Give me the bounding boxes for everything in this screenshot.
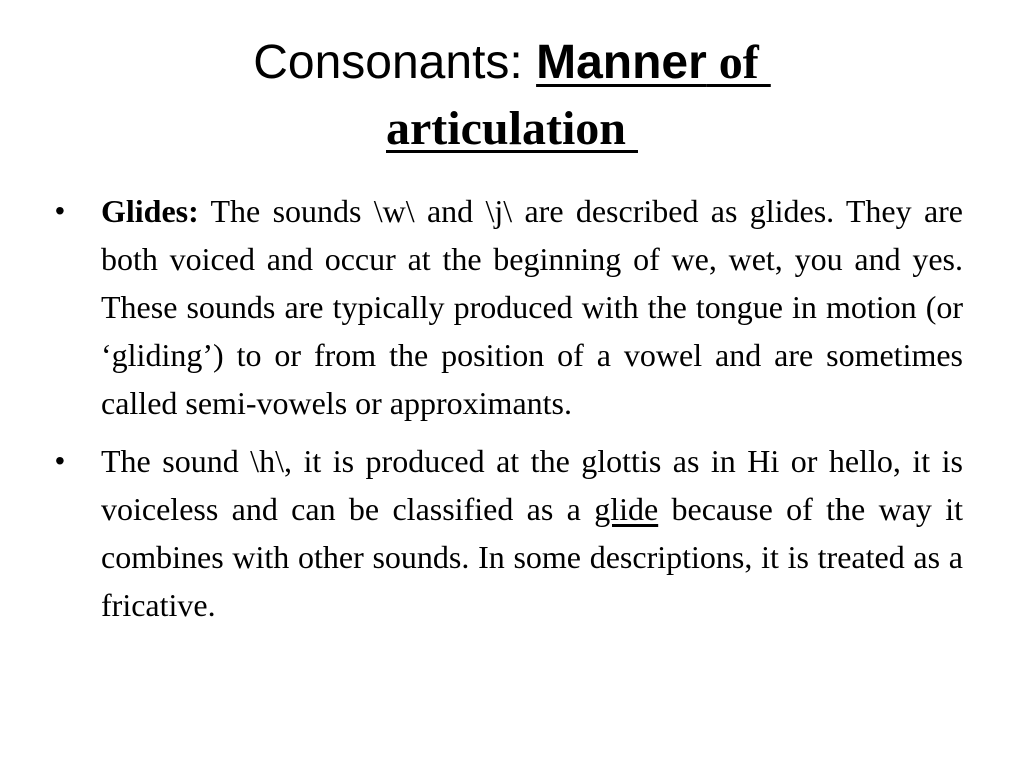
title-consonants: Consonants:: [253, 36, 537, 89]
title-articulation: articulation: [386, 102, 638, 155]
bullet-h-sound: [55, 437, 963, 629]
title-manner: Manner: [536, 36, 707, 89]
title-of: of: [706, 36, 771, 89]
bullet-glides-label: Glides:: [101, 193, 199, 229]
slide-title: [0, 30, 1024, 162]
glide-underlined-term: glide: [594, 491, 659, 527]
bullet-h-text-before: The sound \h\, it is produced at the glottis as in Hi or hello, it is voiceless and can be classified as a: [101, 443, 963, 527]
bullet-glides-text: The sounds \w\ and \j\ are described as glides. They are both voiced and occur at the beginning of we, wet, you and yes. These sounds are typically produced with the tongue in motion (or ‘gliding’) to or from the position of a vowel and are sometimes called semi-vowels or approximants.: [101, 193, 963, 421]
bullet-dot-icon: •: [55, 445, 65, 476]
bullet-h-text-after: because of the way it combines with other sounds. In some descriptions, it is treated as a fricative.: [101, 491, 964, 623]
bullet-glides: [55, 187, 963, 427]
bullet-list: [55, 187, 963, 639]
bullet-dot-icon: •: [55, 195, 65, 226]
